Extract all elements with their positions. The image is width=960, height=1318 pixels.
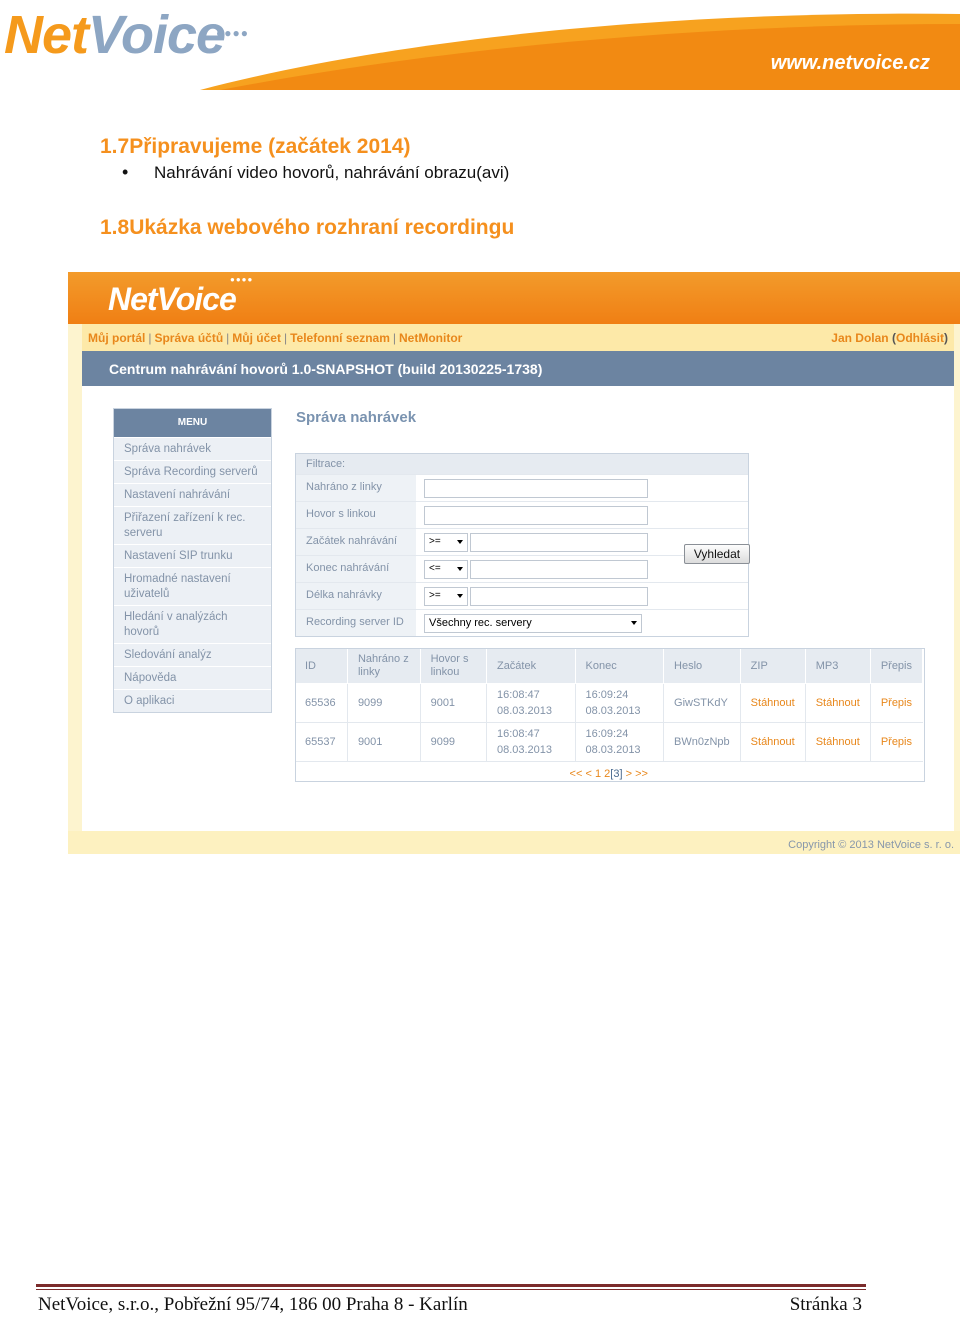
menu-item-device-assignment[interactable]: Přiřazení zařízení k rec. serveru — [114, 506, 271, 544]
cell-start: 16:08:47 08.03.2013 — [486, 723, 575, 762]
menu-item-sip-trunk[interactable]: Nastavení SIP trunku — [114, 544, 271, 567]
footer-divider — [36, 1289, 866, 1290]
nav-item-my-portal[interactable]: Můj portál — [88, 331, 146, 345]
first-page-link[interactable]: << — [569, 768, 583, 780]
cell-to: 9001 — [420, 684, 486, 723]
table-row — [295, 723, 923, 762]
chevron-down-icon — [631, 621, 637, 625]
section-1-8-title: 1.8Ukázka webového rozhraní recordingu — [100, 216, 515, 239]
netvoice-logo: NetVoice ●●●● — [4, 4, 225, 66]
end-date-input[interactable] — [470, 560, 648, 579]
mp3-download-link[interactable]: Stáhnout — [805, 684, 870, 723]
web-interface-screenshot — [68, 272, 960, 854]
duration-input[interactable] — [470, 587, 648, 606]
column-header[interactable]: Hovor s linkou — [420, 649, 486, 684]
section-1-7-title: 1.7Připravujeme (začátek 2014) — [100, 135, 411, 158]
app-logo: NetVoice ●●●● — [108, 275, 254, 317]
page-1-link[interactable]: 1 — [594, 768, 602, 780]
next-page-link[interactable]: > — [625, 768, 633, 780]
document-header — [0, 0, 960, 90]
cell-from: 9099 — [347, 684, 420, 723]
menu-item-analysis-monitoring[interactable]: Sledování analýz — [114, 643, 271, 666]
chevron-down-icon — [457, 540, 463, 544]
header-swoosh-graphic — [190, 0, 960, 90]
website-url: www.netvoice.cz — [770, 52, 930, 74]
footer-divider — [36, 1284, 866, 1287]
zip-download-link[interactable]: Stáhnout — [740, 684, 805, 723]
start-operator-select[interactable]: >= — [424, 533, 468, 552]
main-content — [82, 386, 954, 831]
filter-row — [296, 555, 748, 582]
filter-heading: Filtrace: — [296, 454, 748, 474]
column-header[interactable]: Konec — [575, 649, 664, 684]
column-header[interactable]: MP3 — [805, 649, 870, 684]
menu-item-recordings[interactable]: Správa nahrávek — [114, 437, 271, 460]
column-header[interactable]: ZIP — [740, 649, 805, 684]
company-address: NetVoice, s.r.o., Pobřežní 95/74, 186 00 Praha 8 - Karlín — [38, 1294, 468, 1315]
menu-item-help[interactable]: Nápověda — [114, 666, 271, 689]
mp3-download-link[interactable]: Stáhnout — [805, 723, 870, 762]
app-header — [68, 272, 960, 324]
pagination-row — [295, 762, 923, 787]
sidebar-menu — [113, 408, 272, 713]
chevron-down-icon — [457, 567, 463, 571]
nav-item-phonebook[interactable]: Telefonní seznam — [290, 331, 390, 345]
cell-id: 65537 — [295, 723, 347, 762]
logout-link[interactable]: Odhlásit — [895, 331, 944, 345]
logo-dots-icon: ●●●● — [216, 26, 249, 40]
menu-item-about[interactable]: O aplikaci — [114, 689, 271, 712]
app-title: Centrum nahrávání hovorů 1.0-SNAPSHOT (build 20130225-1738) — [109, 361, 543, 377]
filter-row — [296, 609, 748, 636]
search-button[interactable]: Vyhledat — [684, 544, 750, 564]
filter-label: Recording server ID — [306, 616, 404, 628]
cell-password: BWn0zNpb — [664, 723, 741, 762]
menu-heading: MENU — [114, 409, 271, 437]
table-row — [295, 684, 923, 723]
list-item: • Nahrávání video hovorů, nahrávání obrazu(avi) — [120, 163, 509, 183]
zip-download-link[interactable]: Stáhnout — [740, 723, 805, 762]
column-header[interactable]: ID — [295, 649, 347, 684]
nav-item-netmonitor[interactable]: NetMonitor — [399, 331, 463, 345]
cell-id: 65536 — [295, 684, 347, 723]
filter-label: Hovor s linkou — [306, 508, 376, 520]
start-date-input[interactable] — [470, 533, 648, 552]
cell-to: 9099 — [420, 723, 486, 762]
cell-end: 16:09:24 08.03.2013 — [575, 684, 664, 723]
filter-label: Délka nahrávky — [306, 589, 382, 601]
filter-form — [295, 453, 749, 637]
call-with-line-input[interactable] — [424, 506, 648, 525]
section-1-7-list — [120, 163, 509, 183]
filter-row — [296, 528, 748, 555]
logo-dots-icon: ●●●● — [230, 275, 254, 284]
top-navigation: Můj portál | Správa účtů | Můj účet | Telefonní seznam | NetMonitor Jan Dolan (Odhlásit) — [82, 324, 954, 351]
prev-page-link[interactable]: < — [585, 768, 592, 780]
column-header[interactable]: Heslo — [664, 649, 741, 684]
nav-item-my-account[interactable]: Můj účet — [232, 331, 281, 345]
app-title-bar — [82, 351, 954, 386]
filter-label: Nahráno z linky — [306, 481, 382, 493]
chevron-down-icon — [457, 594, 463, 598]
page-title: Správa nahrávek — [296, 409, 417, 426]
recordings-table — [295, 648, 923, 786]
user-name: Jan Dolan — [831, 331, 889, 345]
duration-operator-select[interactable]: >= — [424, 587, 468, 606]
cell-start: 16:08:47 08.03.2013 — [486, 684, 575, 723]
transcript-link[interactable]: Přepis — [870, 684, 922, 723]
filter-label: Začátek nahrávání — [306, 535, 398, 547]
nav-item-accounts[interactable]: Správa účtů — [154, 331, 224, 345]
current-page: [3] — [610, 768, 623, 780]
menu-item-analysis-search[interactable]: Hledání v analýzách hovorů — [114, 605, 271, 643]
recorded-from-line-input[interactable] — [424, 479, 648, 498]
pagination — [295, 762, 923, 787]
last-page-link[interactable]: >> — [635, 768, 648, 780]
page-number: Stránka 3 — [789, 1294, 862, 1315]
cell-end: 16:09:24 08.03.2013 — [575, 723, 664, 762]
menu-item-recording-servers[interactable]: Správa Recording serverů — [114, 460, 271, 483]
filter-label: Konec nahrávání — [306, 562, 390, 574]
end-operator-select[interactable]: <= — [424, 560, 468, 579]
page-2-link[interactable]: 2 — [604, 768, 611, 780]
recording-server-select[interactable]: Všechny rec. servery — [424, 614, 642, 633]
cell-password: GiwSTKdY — [664, 684, 741, 723]
column-header[interactable]: Přepis — [870, 649, 922, 684]
filter-row — [296, 474, 748, 501]
column-header[interactable]: Začátek — [486, 649, 575, 684]
transcript-link[interactable]: Přepis — [870, 723, 922, 762]
filter-row — [296, 501, 748, 528]
menu-item-recording-settings[interactable]: Nastavení nahrávání — [114, 483, 271, 506]
table-header-row — [295, 649, 923, 684]
column-header[interactable]: Nahráno z linky — [347, 649, 420, 684]
copyright: Copyright © 2013 NetVoice s. r. o. — [788, 839, 954, 851]
app-footer — [68, 831, 960, 854]
filter-row — [296, 582, 748, 609]
menu-item-bulk-user-settings[interactable]: Hromadné nastavení uživatelů — [114, 567, 271, 605]
cell-from: 9001 — [347, 723, 420, 762]
